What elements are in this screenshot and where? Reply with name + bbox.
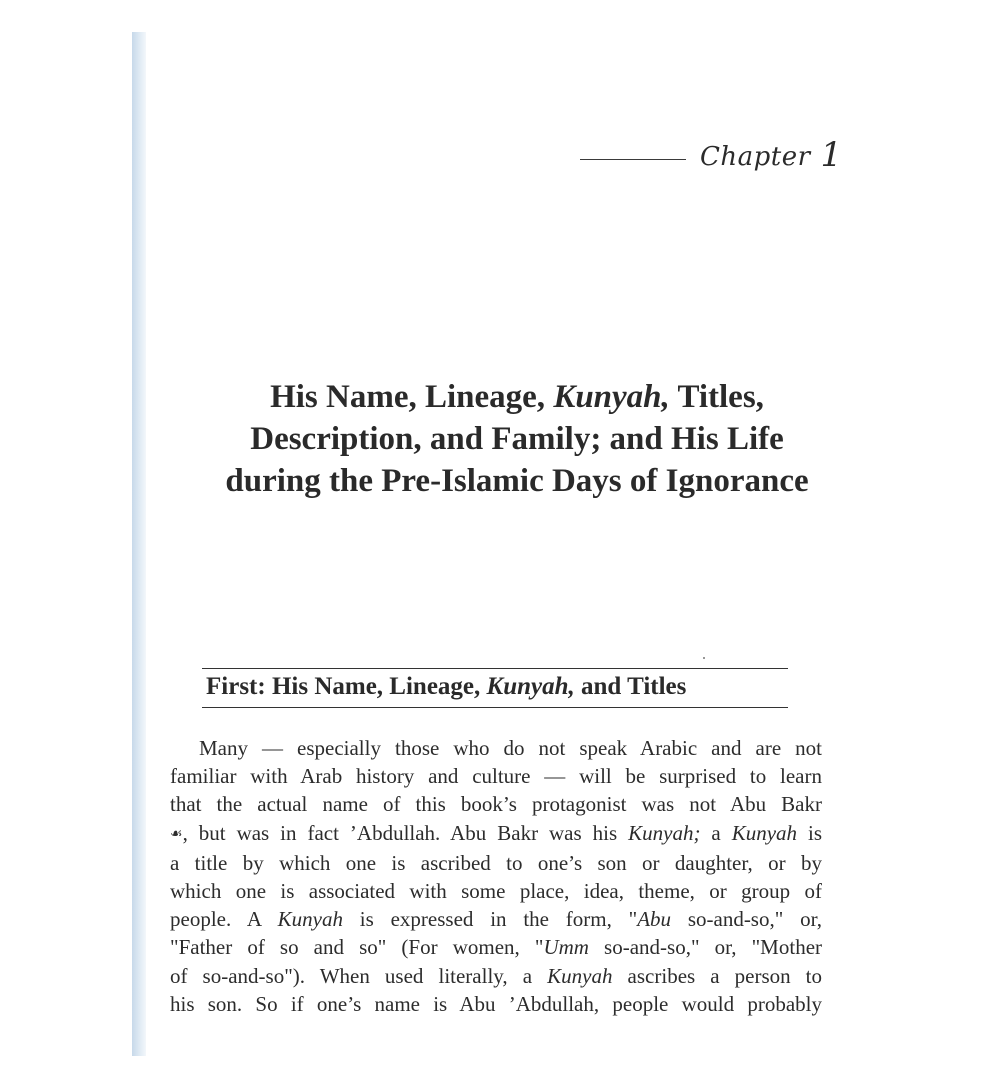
chapter-title xyxy=(162,376,872,502)
book-page xyxy=(132,32,1000,1056)
scan-speck xyxy=(703,657,705,659)
body-paragraph xyxy=(170,734,822,1018)
text-line: his son. So if one’s name is Abu ’Abdullah, people would probably xyxy=(170,991,822,1016)
honorific-glyph-icon: ☙ xyxy=(170,826,183,842)
text-line: people. A Kunyah is expressed in the form, "Abu so-and-so," or, xyxy=(170,907,822,932)
text-line: familiar with Arab history and culture — will be surprised to learn xyxy=(170,764,822,789)
text-line: a title by which one is ascribed to one’s son or daughter, or by xyxy=(170,850,822,875)
chapter-rule xyxy=(580,159,686,161)
chapter-word: Chapter xyxy=(700,142,811,172)
text-line: "Father of so and so" (For women, "Umm so-and-so," or, "Mother xyxy=(170,935,823,960)
chapter-title-line-3: during the Pre-Islamic Days of Ignorance xyxy=(225,463,809,499)
section-heading: First: His Name, Lineage, Kunyah, and Titles xyxy=(202,668,788,708)
text-line: that the actual name of this book’s protagonist was not Abu Bakr xyxy=(170,792,822,817)
chapter-title-line-2: Description, and Family; and His Life xyxy=(250,421,784,457)
text-line: of so-and-so"). When used literally, a Kunyah ascribes a person to xyxy=(170,963,823,988)
chapter-title-line-1: His Name, Lineage, Kunyah, Titles, xyxy=(270,379,764,415)
text-line: Many — especially those who do not speak Arabic and are not xyxy=(199,736,822,760)
chapter-number: 1 xyxy=(820,135,843,175)
text-line: ☙, but was in fact ’Abdullah. Abu Bakr was his Kunyah; a Kunyah is xyxy=(170,819,822,849)
page-binding-edge xyxy=(132,32,146,1056)
chapter-heading xyxy=(580,128,880,175)
text-line: which one is associated with some place, idea, theme, or group of xyxy=(170,879,822,904)
